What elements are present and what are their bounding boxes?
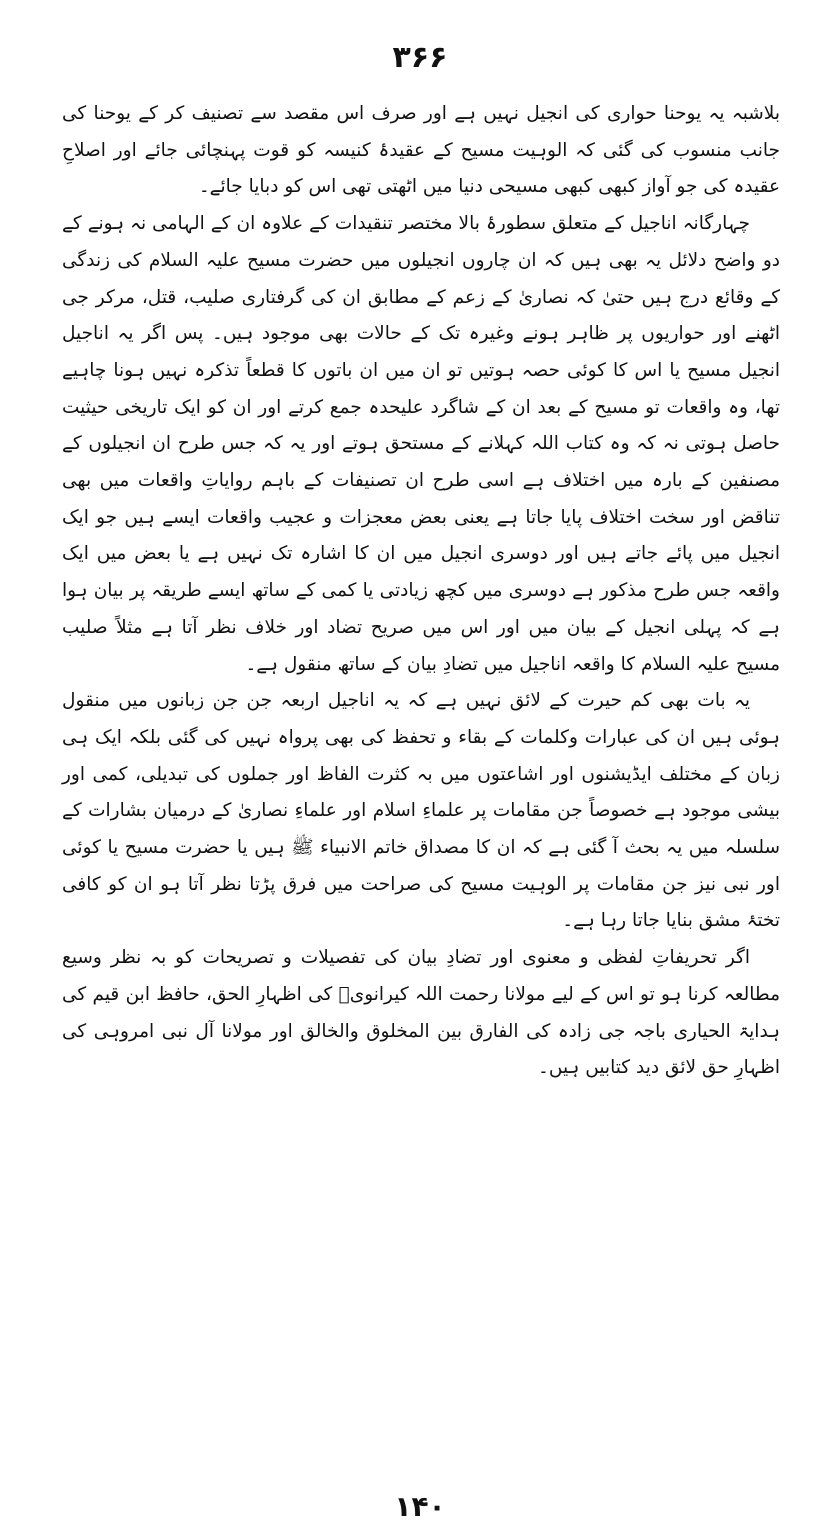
paragraph-2: چہارگانہ اناجیل کے متعلق سطورۂ بالا مختصر تنقیدات کے علاوہ ان کے الہامی نہ ہونے کے دو واضح دلائل یہ بھی ہیں کہ ان چاروں انجیلوں میں حضرت مسیح علیہ السلام کی زندگی کے وقائع درج ہیں حتیٰ کہ نصاریٰ کے زعم کے مطابق ان کی گرفتاری صلیب، قتل، مرکر جی اٹھنے اور حواریوں پر ظاہر ہونے وغیرہ تک کے حالات بھی موجود ہیں۔ پس اگر یہ اناجیل انجیل مسیح یا اس کا کوئی حصہ ہوتیں تو ان میں ان باتوں کا قطعاً تذکرہ نہیں ہونا چاہیے تھا، وہ واقعات تو مسیح کے بعد ان کے شاگرد علیحدہ جمع کرتے اور ان کو ایک تاریخی حیثیت حاصل ہوتی نہ کہ وہ کتاب اللہ کہلانے کے مستحق ہوتے اور یہ کہ جس طرح ان انجیلوں کے مصنفین کے بارہ میں اختلاف ہے اسی طرح ان تصنیفات کے باہم روایاتِ واقعات میں بھی تناقض اور سخت اختلاف پایا جاتا ہے یعنی بعض معجزات و عجیب واقعات ایسے ہیں جو ایک انجیل میں پائے جاتے ہیں اور دوسری انجیل میں ان کا اشارہ تک نہیں ہے یا بعض میں ایک واقعہ جس طرح مذکور ہے دوسری میں کچھ زیادتی یا کمی کے ساتھ ایسے طریقہ پر بیان ہوا ہے کہ پہلی انجیل کے بیان میں اور اس میں صریح تضاد اور خلاف نظر آتا ہے مثلاً صلیب مسیح علیہ السلام کا واقعہ اناجیل میں تضادِ بیان کے ساتھ منقول ہے۔ <box>62 213 780 675</box>
paragraph-3: یہ بات بھی کم حیرت کے لائق نہیں ہے کہ یہ اناجیل اربعہ جن جن زبانوں میں منقول ہوئی ہیں ان کی عبارات وکلمات کے بقاء و تحفظ کی بھی پرواہ نہیں کی گئی بلکہ ایک ہی زبان کے مختلف ایڈیشنوں اور اشاعتوں میں بہ کثرت الفاظ اور جملوں کی تبدیلی، کمی اور بیشی موجود ہے خصوصاً جن مقامات پر علماءِ اسلام اور علماءِ نصاریٰ کے درمیان بشارات کے سلسلہ میں یہ بحث آ گئی ہے کہ ان کا مصداق خاتم الانبیاء ﷺ ہیں یا حضرت مسیح یا کوئی اور نبی نیز جن مقامات پر الوہیت مسیح کی صراحت میں فرق پڑتا نظر آتا ہو ان کو کافی تختۂ مشق بنایا جاتا رہا ہے۔ <box>62 690 780 932</box>
page-footer-number: ۱۴۰ <box>394 1490 446 1523</box>
paragraph-1: بلاشبہ یہ یوحنا حواری کی انجیل نہیں ہے اور صرف اس مقصد سے تصنیف کر کے یوحنا کی جانب منسوب کی گئی کہ الوہیت مسیح کے عقیدۂ کنیسہ کو قوت پہنچائی جائے اور اصلاحِ عقیدہ کی جو آواز کبھی کبھی مسیحی دنیا میں اٹھتی تھی اس کو دبایا جائے۔ <box>62 103 780 198</box>
page-header-number: ۳۶۶ <box>392 40 448 75</box>
page-body <box>62 96 780 1087</box>
paragraph-4: اگر تحریفاتِ لفظی و معنوی اور تضادِ بیان کی تفصیلات و تصریحات کو بہ نظر وسیع مطالعہ کرنا ہو تو اس کے لیے مولانا رحمت اللہ کیرانویؒ کی اظہارِ الحق، حافظ ابن قیم کی ہدایۃ الحیاری باجہ جی زادہ کی الفارق بین المخلوق والخالق اور مولانا آل نبی امروہی کی اظہارِ حق لائق دید کتابیں ہیں۔ <box>62 947 780 1079</box>
